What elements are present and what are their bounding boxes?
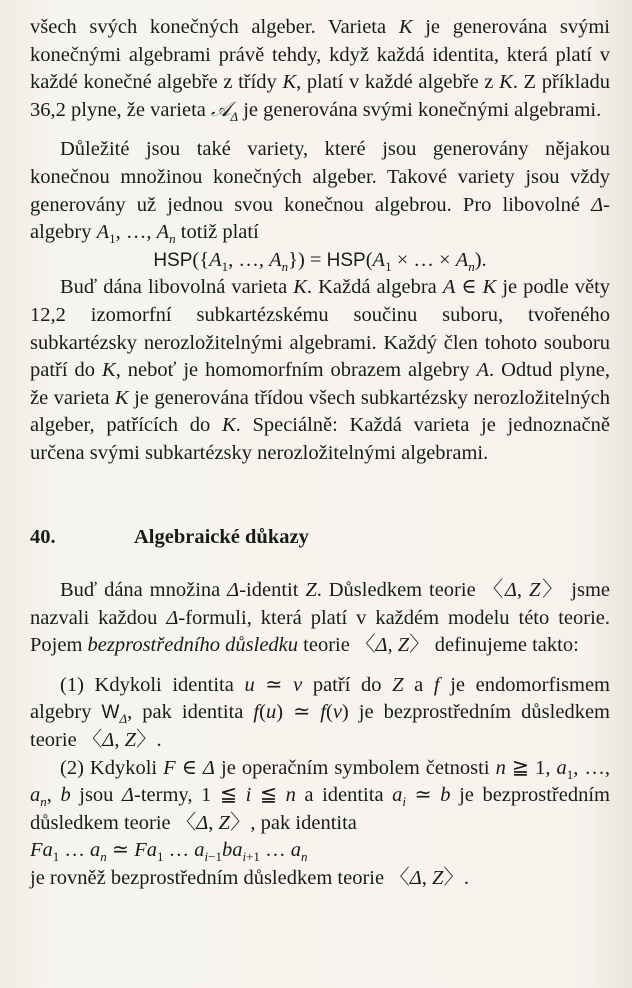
paragraph-1: všech svých konečných algeber. Varieta K je generována svými konečnými algebrami právě tehdy, když každá identita, která platí v každé konečné algebře z třídy K, platí v každé algebře z K. Z příkladu 36,2 plyne, že varieta 𝒜$_\Delta$ je generována svými konečnými algebrami.	[30, 16, 611, 124]
definition-item-1: (1) Kdykoli identita u ≃ v patří do Z a f je endomorfismem algebry $W_\Delta$, pak identita f(u) ≃ f(v) je bezprostředním důsledkem teorie 〈Δ, Z〉.	[30, 673, 610, 752]
definition-item-2: (2) Kdykoli F ∈ Δ je operačním symbolem četnosti n ≧ 1, $a_1$, …, $a_n$, b jsou Δ-termy, 1 ≦ i ≦ n a identita $a_i$ ≃ b je bezprostředním důsledkem teorie 〈Δ, Z〉, pak identita	[30, 756, 611, 834]
closing-line: je rovněž bezprostředním důsledkem teorie 〈Δ, Z〉.	[30, 867, 470, 890]
formula-hsp: $HSP(\{A_1$, …, $A_n\}) = HSP(A_1$ × … × $A_n$).	[153, 248, 487, 274]
paragraph-2: Důležité jsou také variety, které jsou generovány nějakou konečnou množinou konečných algeber. Takové variety jsou vždy generovány už jednou svou konečnou algebrou. Pro libovolné Δ-algebry $A_1$, …, $A_n$ totiž platí	[30, 138, 610, 247]
section-title: Algebraické důkazy	[134, 525, 309, 548]
paragraph-4: Buď dána množina Δ-identit Z. Důsledkem teorie 〈Δ, Z〉 jsme nazvali každou Δ-formuli, která platí v každém modelu této teorie. Pojem bezprostředního důsledku teorie 〈Δ, Z〉 definujeme takto:	[30, 579, 611, 657]
page-text	[30, 14, 610, 893]
paragraph-3: Buď dána libovolná varieta K. Každá algebra A ∈ K je podle věty 12,2 izomorfní subkartézskému součinu suboru, tvořeného subkartézsky nerozložitelnými algebrami. Každý člen tohoto souboru patří do K, neboť je homomorfním obrazem algebry A. Odtud plyne, že varieta K je generována třídou všech subkartézsky nerozložitelných algeber, patřících do K. Speciálně: Každá varieta je jednoznačně určena svými subkartézsky nerozložitelnými algebrami.	[30, 276, 611, 464]
section-heading	[30, 524, 610, 552]
formula-identity: $Fa_1$ … $a_n$ ≃ $Fa_1$ … $a_{i-1}ba_{i+1}$ … $a_n$	[30, 839, 308, 865]
section-number: 40.	[30, 525, 56, 548]
